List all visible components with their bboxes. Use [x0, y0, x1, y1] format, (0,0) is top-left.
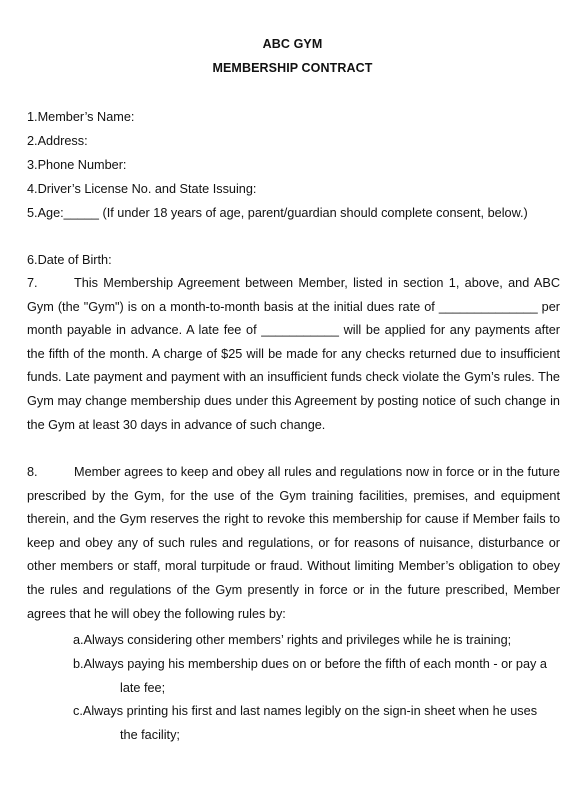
section-8-number: 8.: [27, 465, 38, 479]
field-drivers-license: 4.Driver’s License No. and State Issuing:: [27, 182, 257, 196]
document-title: ABC GYM: [262, 37, 323, 51]
rule-a-text: a.Always considering other members’ rights and privileges while he is training;: [73, 633, 512, 647]
section-8-text: Member agrees to keep and obey all rules and regulations now in force or in the future prescribed by the Gym, for the use of the Gym training facilities, premises, and equipment therein, and the Gym reserves the right to revoke this membership for cause if Member fails to keep and obey any of such rules and regulations, or for reasons of nuisance, disturbance or other members or staff, moral turpitude or fraud. Without limiting Member’s obligation to obey the rules and regulations of the Gym presently in force or in the future prescribed, Member agrees that he will obey the following rules by:: [27, 465, 560, 621]
field-date-of-birth: 6.Date of Birth:: [27, 253, 112, 267]
rule-item-b: [73, 653, 560, 700]
rule-c-continuation: the facility;: [120, 727, 180, 742]
section-7-number: 7.: [27, 276, 38, 290]
rule-item-c: [73, 700, 560, 747]
rule-item-a: [73, 629, 560, 653]
section-7-paragraph: [27, 272, 560, 437]
field-phone-number: 3.Phone Number:: [27, 158, 127, 172]
document-subtitle: MEMBERSHIP CONTRACT: [212, 61, 373, 75]
rule-b-continuation: late fee;: [120, 680, 166, 695]
rule-b-text: b.Always paying his membership dues on or before the fifth of each month - or pay a: [73, 657, 547, 671]
field-address: 2.Address:: [27, 134, 88, 148]
section-8-paragraph: [27, 461, 560, 626]
section-7-text: This Membership Agreement between Member, listed in section 1, above, and ABC Gym (the "Gym") is on a month-to-month basis at the initial dues rate of ______________ per month payable in advance. A late fee of ___________ will be applied for any payments after the fifth of the month. A charge of $25 will be made for any checks returned due to insufficient funds. Late payment and payment with an insufficient funds check violate the Gym’s rules. The Gym may change membership dues under this Agreement by posting notice of such change in the Gym at least 30 days in advance of such change.: [27, 276, 560, 432]
rule-c-text: c.Always printing his first and last names legibly on the sign-in sheet when he uses: [73, 704, 538, 718]
field-member-name: 1.Member’s Name:: [27, 110, 135, 124]
field-age: 5.Age:_____ (If under 18 years of age, parent/guardian should complete consent, below.): [27, 206, 528, 220]
